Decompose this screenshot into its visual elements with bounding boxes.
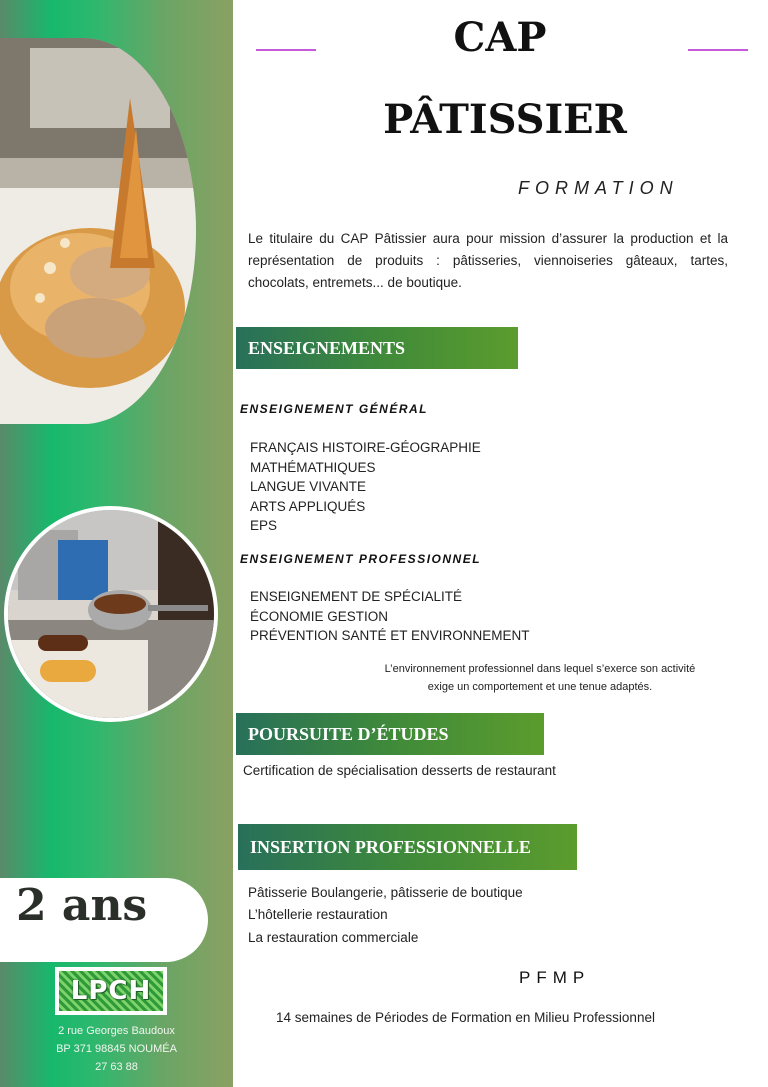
list-item: MATHÉMATHIQUES — [250, 459, 376, 475]
section-banner-enseignements — [236, 327, 518, 369]
section-banner-insertion — [238, 824, 577, 870]
title-patissier: PÂTISSIER — [383, 96, 627, 143]
poursuite-text: Certification de spécialisation desserts de restaurant — [243, 763, 556, 778]
subheading-general: ENSEIGNEMENT GÉNÉRAL — [240, 402, 429, 416]
list-item: ARTS APPLIQUÉS — [250, 498, 366, 514]
title-decoration-left — [256, 49, 316, 51]
title-decoration-right — [688, 49, 748, 51]
intro-paragraph: Le titulaire du CAP Pâtissier aura pour mission d’assurer la production et la représentation de produits : pâtisseries, viennoiseries gâteaux, tartes, chocolats, entremets... de boutique. — [248, 231, 728, 290]
subheading-professionnel: ENSEIGNEMENT PROFESSIONNEL — [240, 552, 482, 566]
address-line-1: 2 rue Georges Baudoux — [58, 1025, 175, 1037]
section-heading-insertion: INSERTION PROFESSIONNELLE — [250, 836, 531, 857]
eclair-photo-image — [8, 510, 214, 718]
school-logo — [55, 967, 167, 1015]
insertion-item-3: La restauration commerciale — [248, 930, 419, 945]
list-item: FRANÇAIS HISTOIRE-GÉOGRAPHIE — [250, 440, 481, 455]
environment-note — [340, 660, 740, 696]
list-item: ÉCONOMIE GESTION — [250, 608, 389, 624]
insertion-item-2: L’hôtellerie restauration — [248, 907, 388, 922]
general-subjects-list — [250, 438, 481, 536]
phone-number: 27 63 88 — [95, 1061, 138, 1073]
section-heading-enseignements: ENSEIGNEMENTS — [248, 337, 406, 358]
list-item: EPS — [250, 518, 278, 533]
duration-label: 2 ans — [16, 880, 148, 931]
title-cap: CAP — [453, 14, 547, 61]
address-line-2: BP 371 98845 NOUMÉA — [56, 1043, 177, 1055]
pfmp-text: 14 semaines de Périodes de Formation en Milieu Professionnel — [276, 1010, 655, 1025]
section-banner-poursuite — [236, 713, 544, 755]
environment-note-line-2: exige un comportement et une tenue adaptés. — [427, 681, 653, 693]
pro-subjects-list — [250, 587, 530, 646]
school-logo-text: LPCH — [70, 976, 152, 1006]
list-item: LANGUE VIVANTE — [250, 479, 367, 494]
title-subtitle: FORMATION — [518, 178, 679, 198]
school-logo-pattern — [59, 971, 163, 1011]
list-item: PRÉVENTION SANTÉ ET ENVIRONNEMENT — [250, 628, 530, 643]
list-item: ENSEIGNEMENT DE SPÉCIALITÉ — [250, 589, 463, 604]
pfmp-heading: PFMP — [519, 968, 591, 987]
insertion-item-1: Pâtisserie Boulangerie, pâtisserie de boutique — [248, 885, 523, 900]
eclair-photo — [8, 510, 214, 718]
environment-note-line-1: L’environnement professionnel dans lequel s’exerce son activité — [384, 663, 696, 675]
section-heading-poursuite: POURSUITE D’ÉTUDES — [248, 723, 449, 744]
